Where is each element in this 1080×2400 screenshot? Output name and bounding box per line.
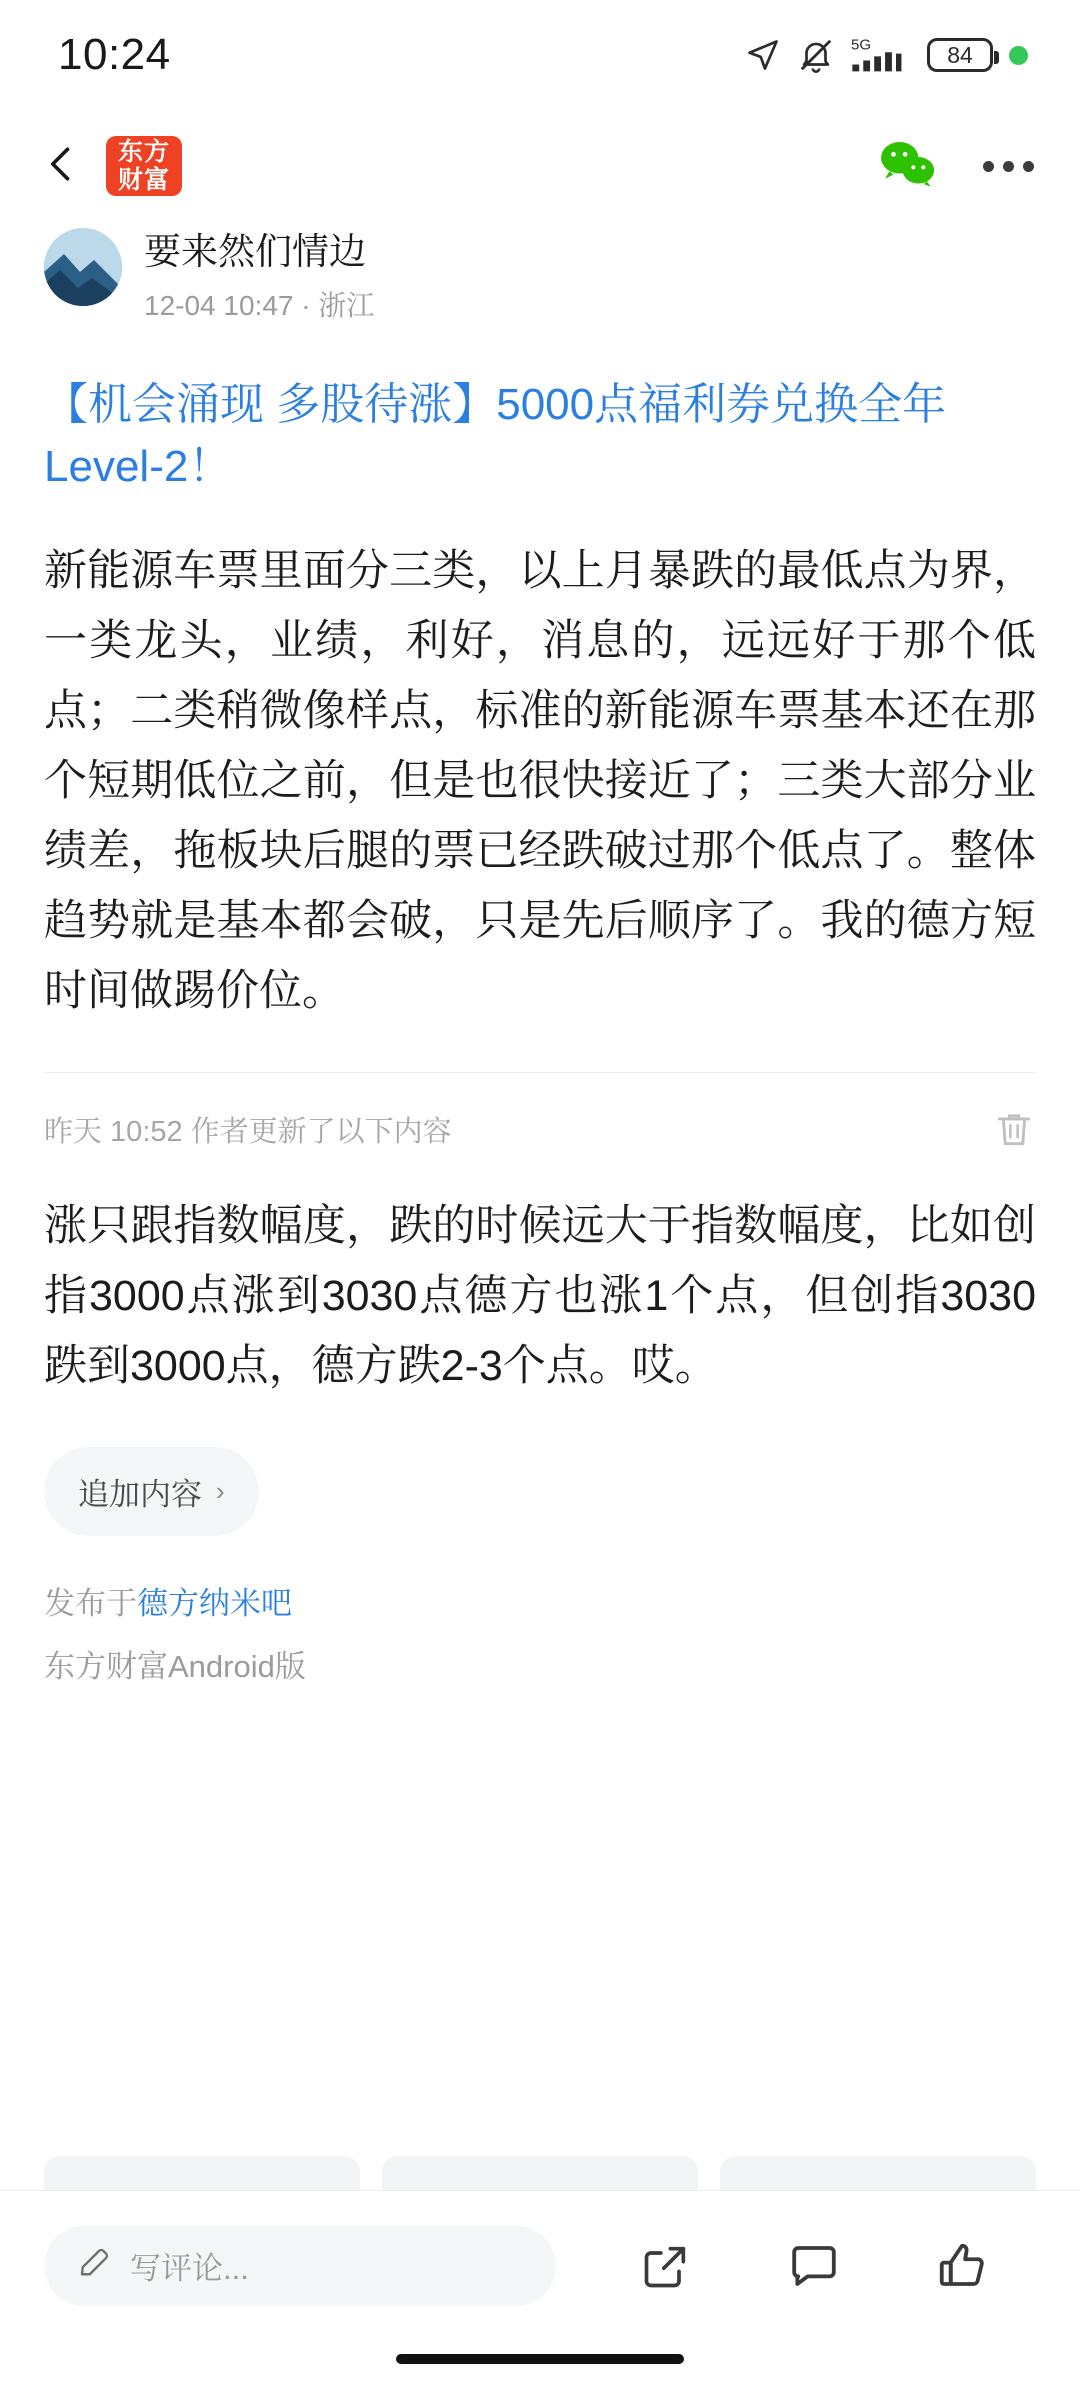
related-card[interactable]	[44, 2156, 360, 2190]
mute-bell-icon	[797, 36, 835, 74]
battery-indicator	[927, 38, 993, 72]
post-update-body: 涨只跟指数幅度，跌的时候远大于指数幅度，比如创指3000点涨到3030点德方也涨1个点，但创指3030跌到3000点，德方跌2-3个点。哎。	[44, 1202, 1036, 1390]
home-indicator	[0, 2340, 1080, 2400]
publish-line	[44, 1578, 1036, 1623]
battery-level: 84	[947, 41, 973, 68]
comment-placeholder: 写评论...	[130, 2251, 249, 2286]
status-green-dot	[1009, 46, 1028, 65]
back-button[interactable]	[30, 134, 94, 198]
trash-icon[interactable]	[992, 1107, 1036, 1151]
related-card[interactable]	[720, 2156, 1036, 2190]
thumbs-up-icon[interactable]	[927, 2231, 997, 2301]
avatar[interactable]	[44, 228, 122, 306]
status-time: 10:24	[58, 30, 171, 79]
post-title[interactable]: 【机会涌现 多股待涨】5000点福利券兑换全年Level-2！	[44, 380, 947, 491]
related-cards-peek	[44, 2156, 1036, 2190]
bar-actions	[592, 2231, 1036, 2301]
publish-prefix: 发布于	[44, 1586, 137, 1621]
author-row[interactable]	[44, 222, 1036, 330]
wechat-icon[interactable]	[879, 138, 937, 195]
brand-logo-line1: 东方	[117, 138, 170, 166]
author-meta	[144, 228, 374, 324]
location-arrow-icon	[745, 37, 781, 73]
source-line: 东方财富Android版	[44, 1649, 306, 1684]
nav-actions	[879, 138, 1034, 195]
more-dots-icon[interactable]	[983, 161, 1034, 172]
author-name: 要来然们情边	[144, 231, 366, 272]
related-card[interactable]	[382, 2156, 698, 2190]
brand-logo[interactable]	[106, 136, 182, 196]
chevron-right-icon: ›	[216, 1476, 225, 1506]
post-content	[0, 222, 1080, 2190]
comment-icon[interactable]	[779, 2231, 849, 2301]
post-body: 新能源车票里面分三类，以上月暴跌的最低点为界，一类龙头，业绩，利好，消息的，远远好于那个低点；二类稍微像样点，标准的新能源车票基本还在那个短期低位之前，但是也很快接近了；三类大部分业绩差，拖板块后腿的票已经跌破过那个低点了。整体趋势就是基本都会破，只是先后顺序了。我的德方短时间做踢价位。	[44, 547, 1036, 1015]
status-icons	[745, 34, 1028, 76]
status-bar	[0, 0, 1080, 110]
brand-logo-line2: 财富	[117, 166, 170, 194]
post-meta: 12-04 10:47 · 浙江	[144, 290, 375, 321]
append-content-button[interactable]	[44, 1447, 259, 1536]
pencil-icon	[76, 2245, 112, 2286]
update-label: 昨天 10:52 作者更新了以下内容	[44, 1115, 452, 1148]
share-icon[interactable]	[631, 2231, 701, 2301]
chevron-left-icon	[40, 142, 84, 191]
svg-text:5G: 5G	[851, 36, 872, 54]
update-header	[44, 1073, 1036, 1157]
append-content-label: 追加内容	[78, 1477, 202, 1512]
publish-bar-link[interactable]: 德方纳米吧	[137, 1586, 292, 1621]
comment-input[interactable]	[44, 2226, 556, 2306]
bottom-action-bar	[0, 2190, 1080, 2340]
signal-5g-icon	[851, 34, 911, 76]
nav-bar	[0, 110, 1080, 222]
